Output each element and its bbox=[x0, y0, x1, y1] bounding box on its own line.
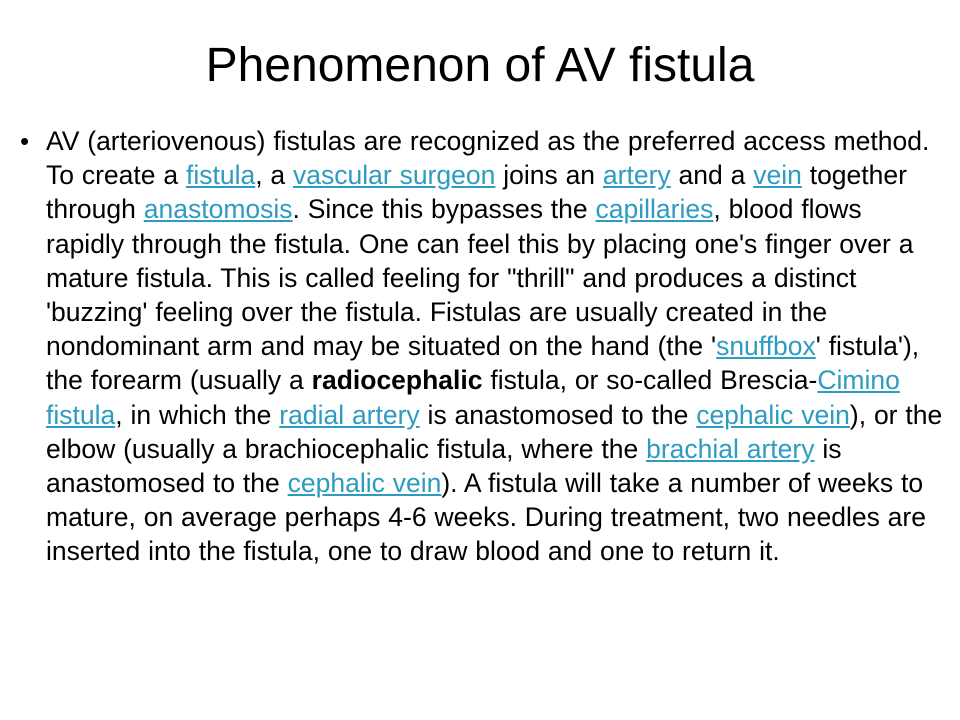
slide-title: Phenomenon of AV fistula bbox=[205, 39, 755, 92]
bullet-item bbox=[20, 124, 945, 569]
link-snuffbox[interactable]: snuffbox bbox=[716, 331, 816, 362]
paragraph-text: . Since this bypasses the bbox=[292, 194, 596, 225]
paragraph-text: fistula, or so-called Brescia- bbox=[482, 365, 818, 396]
link-vein[interactable]: vein bbox=[753, 160, 802, 191]
paragraph-text: , a bbox=[255, 160, 294, 191]
paragraph-text: and a bbox=[670, 160, 754, 191]
link-cephalic-vein[interactable]: cephalic vein bbox=[696, 399, 850, 430]
link-radial-artery[interactable]: radial artery bbox=[279, 399, 420, 430]
link-vascular-surgeon[interactable]: vascular surgeon bbox=[293, 160, 496, 191]
paragraph-text: AV (arteriovenous) fistulas are recognized as the preferred access method. To create a bbox=[46, 126, 930, 191]
paragraph-text: , blood flows rapidly through the fistula. One can feel this by placing one's finger over a mature fistula. This is called feeling for "thrill" and produces a distinct 'buzzing' feeling over the fistula. Fistulas are usually created in the nondominant arm and may be situated on the hand (the ' bbox=[46, 194, 914, 362]
link-artery[interactable]: artery bbox=[602, 160, 671, 191]
bold-term: radiocephalic bbox=[311, 365, 483, 396]
paragraph-text: ), or the elbow (usually a brachiocephalic fistula, where the bbox=[46, 399, 943, 464]
bullet-icon: • bbox=[20, 126, 30, 156]
link-fistula[interactable]: fistula bbox=[185, 160, 256, 191]
link-anastomosis[interactable]: anastomosis bbox=[143, 194, 293, 225]
bullet-paragraph bbox=[46, 124, 945, 569]
link-capillaries[interactable]: capillaries bbox=[595, 194, 714, 225]
paragraph-text: together through bbox=[46, 160, 907, 225]
paragraph-text: joins an bbox=[495, 160, 603, 191]
link-cephalic-vein[interactable]: cephalic vein bbox=[287, 468, 442, 499]
paragraph-text: is anastomosed to the bbox=[419, 399, 697, 430]
paragraph-text: ' fistula'), the forearm (usually a bbox=[46, 331, 920, 396]
paragraph-text: , in which the bbox=[115, 399, 280, 430]
paragraph-text: ). A fistula will take a number of weeks to mature, on average perhaps 4-6 weeks. During treatment, two needles are inserted into the fistula, one to draw blood and one to return it. bbox=[46, 468, 926, 567]
paragraph-text: is anastomosed to the bbox=[46, 433, 842, 499]
link-cimino-fistula[interactable]: Cimino fistula bbox=[46, 365, 900, 430]
link-brachial-artery[interactable]: brachial artery bbox=[646, 433, 815, 464]
